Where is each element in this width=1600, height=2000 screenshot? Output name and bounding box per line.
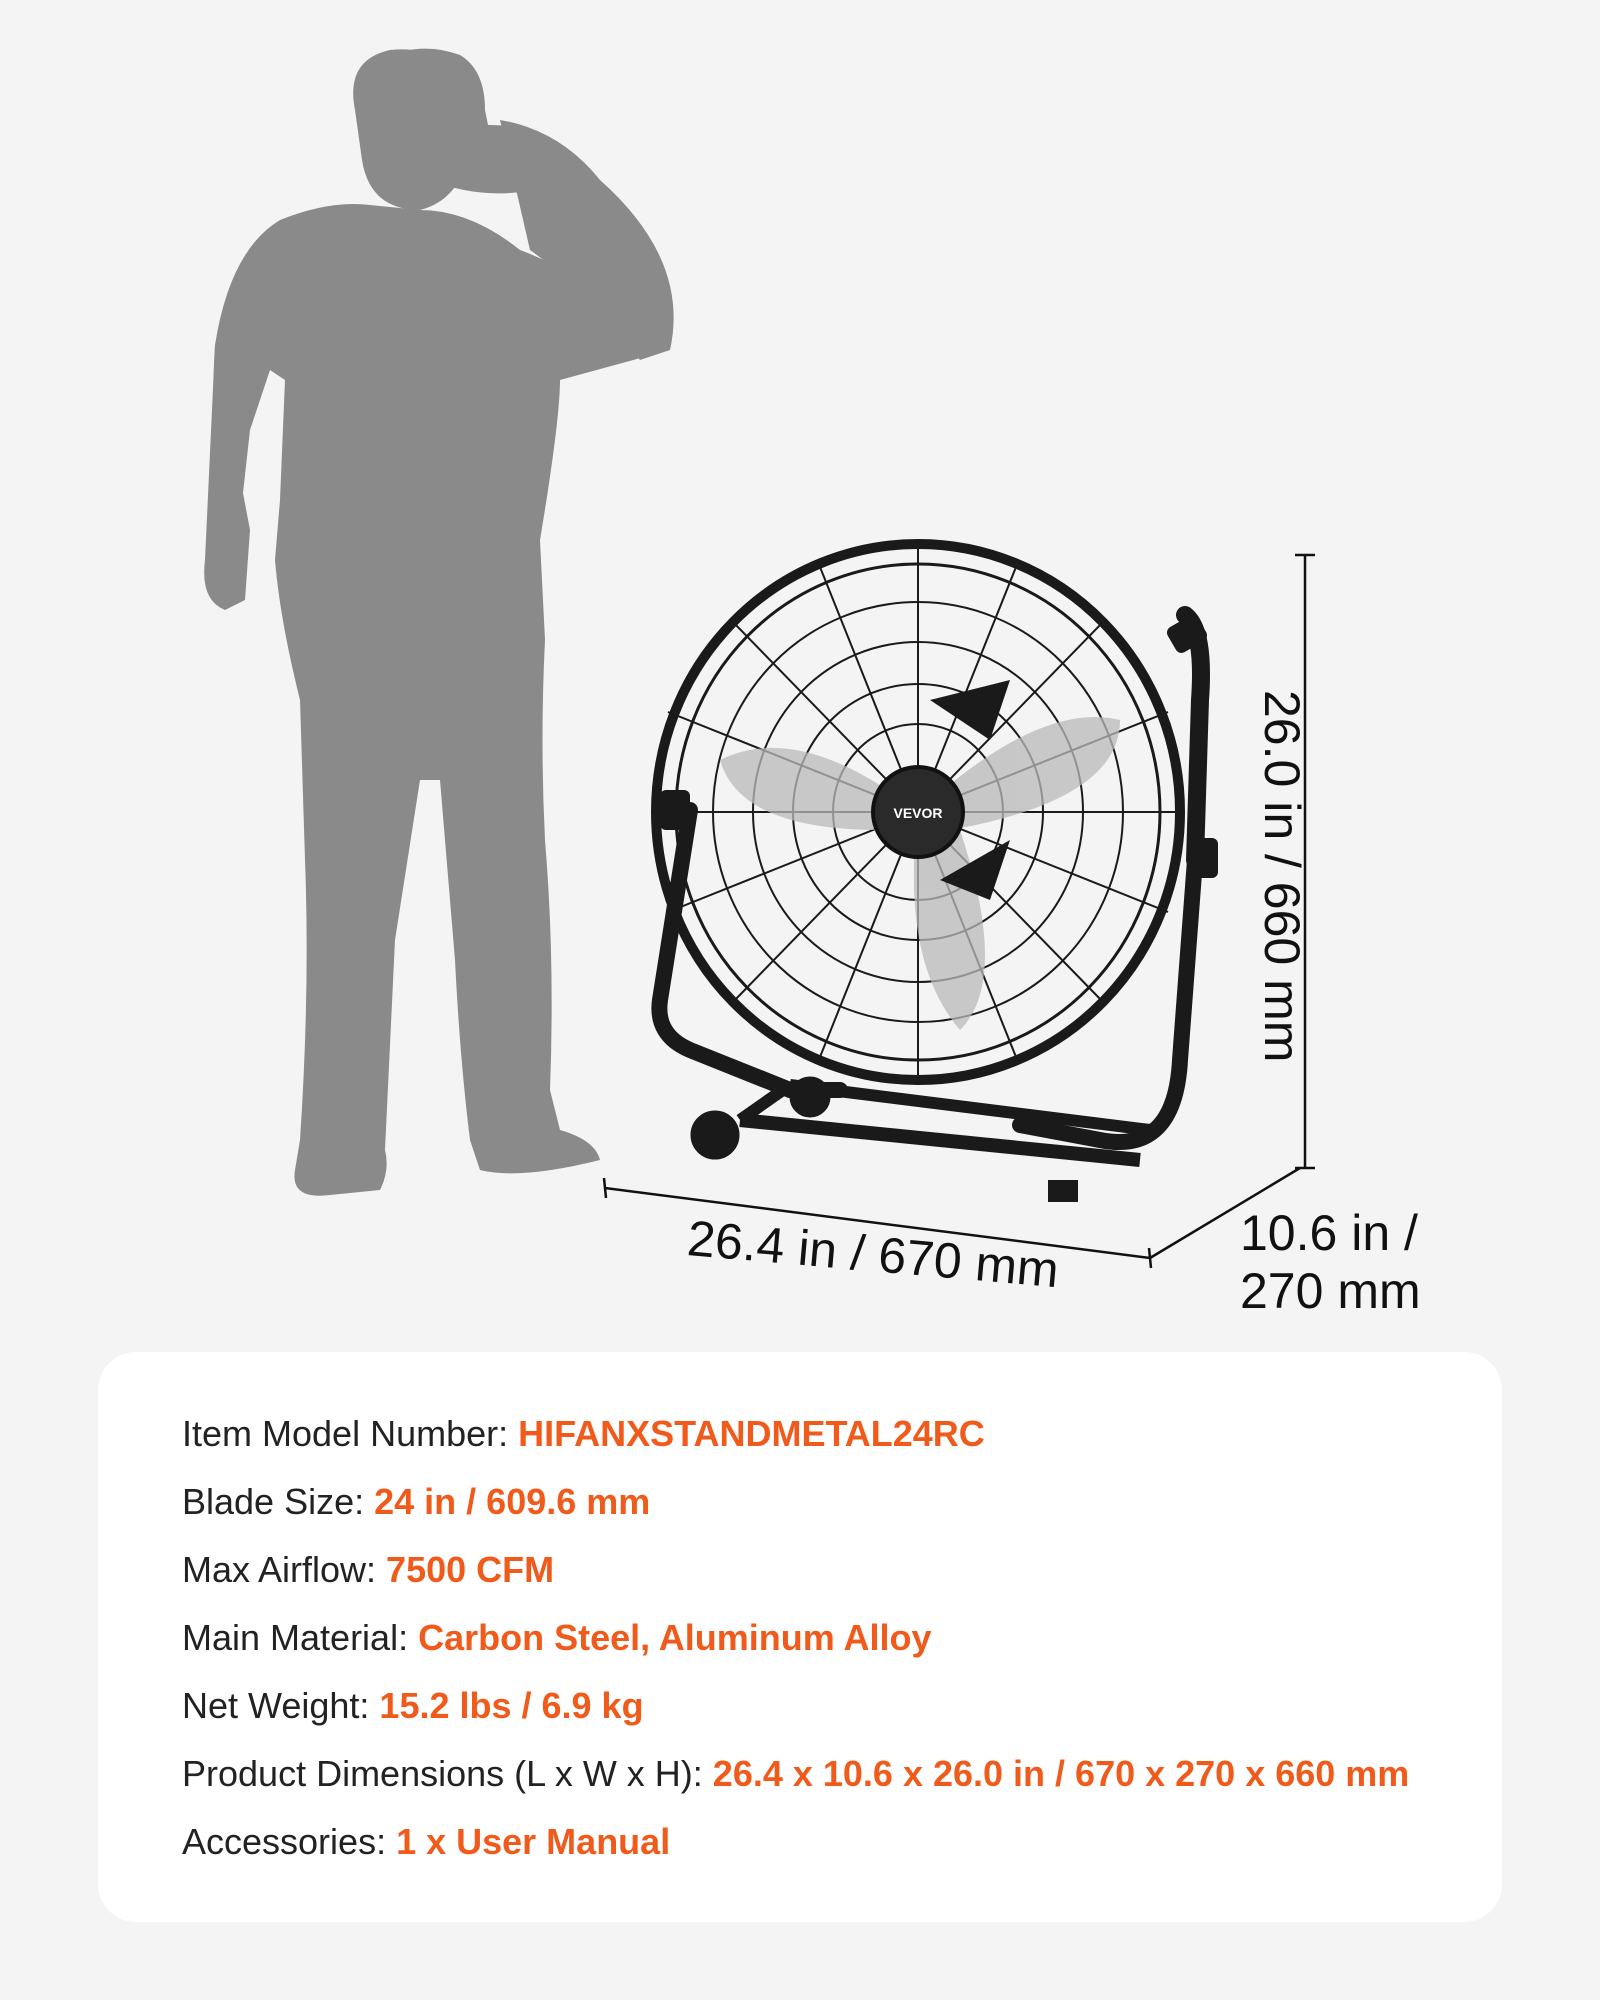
spec-value: 7500 CFM	[386, 1549, 555, 1590]
spec-label: Max Airflow:	[182, 1549, 387, 1590]
person-silhouette	[204, 49, 673, 1196]
spec-label: Blade Size:	[182, 1481, 375, 1522]
spec-label: Product Dimensions (L x W x H):	[182, 1753, 713, 1794]
width-dimension-label: 26.4 in / 670 mm	[685, 1210, 1062, 1299]
spec-row-dimensions	[182, 1740, 1502, 1808]
spec-value: 1 x User Manual	[396, 1821, 671, 1862]
spec-row-max-airflow	[182, 1536, 1502, 1604]
spec-row-net-weight	[182, 1672, 1502, 1740]
depth-dimension-line1: 10.6 in /	[1240, 1205, 1418, 1261]
spec-list	[98, 1352, 1502, 1876]
spec-row-main-material	[182, 1604, 1502, 1672]
depth-dimension-label	[1240, 1205, 1421, 1320]
spec-label: Accessories:	[182, 1821, 397, 1862]
spec-row-model	[182, 1400, 1502, 1468]
spec-value: 24 in / 609.6 mm	[374, 1481, 651, 1522]
spec-label: Net Weight:	[182, 1685, 380, 1726]
spec-value: HIFANXSTANDMETAL24RC	[518, 1413, 985, 1454]
spec-row-accessories	[182, 1808, 1502, 1876]
spec-card	[98, 1352, 1502, 1922]
floor-fan	[656, 544, 1218, 1202]
height-dimension-label: 26.0 in / 660 mm	[1254, 690, 1310, 1063]
depth-dimension-line2: 270 mm	[1240, 1262, 1421, 1319]
spec-row-blade-size	[182, 1468, 1502, 1536]
spec-value: Carbon Steel, Aluminum Alloy	[418, 1617, 932, 1658]
fan-badge: VEVOR	[893, 805, 943, 821]
spec-label: Main Material:	[182, 1617, 419, 1658]
spec-label: Item Model Number:	[182, 1413, 519, 1454]
spec-value: 15.2 lbs / 6.9 kg	[379, 1685, 644, 1726]
spec-value: 26.4 x 10.6 x 26.0 in / 670 x 270 x 660 mm	[712, 1753, 1410, 1794]
